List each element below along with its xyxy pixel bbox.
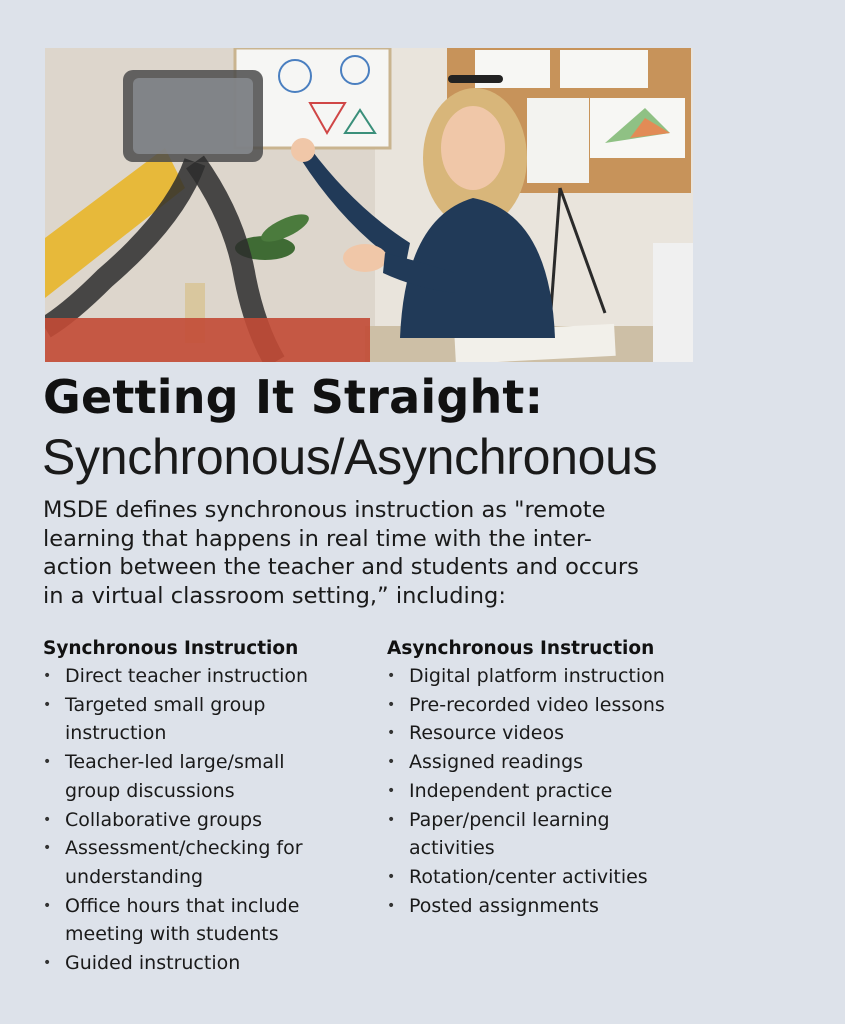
teacher-photo-illustration	[45, 48, 693, 362]
synchronous-list	[43, 662, 363, 978]
list-item: • Direct teacher instruction	[43, 662, 363, 691]
intro-paragraph	[43, 496, 703, 610]
list-item: • Resource videos	[387, 719, 727, 748]
asynchronous-list	[387, 662, 727, 920]
synchronous-column	[43, 636, 363, 978]
synchronous-heading: Synchronous Instruction	[43, 638, 299, 659]
list-item: • Digital platform instruction	[387, 662, 727, 691]
list-item: • Rotation/center activities	[387, 863, 727, 892]
list-item: • Pre-recorded video lessons	[387, 691, 727, 720]
title-bold: Getting It Straight:	[43, 370, 544, 424]
intro-line: in a virtual classroom setting,” including:	[43, 582, 506, 609]
list-item: • Teacher-led large/small group discussions	[43, 748, 363, 805]
title-subtitle: Synchronous/Asynchronous	[42, 429, 658, 485]
intro-line: MSDE defines synchronous instruction as "remote	[43, 497, 606, 523]
intro-line: learning that happens in real time with the inter-	[43, 525, 592, 552]
list-item: • Independent practice	[387, 777, 727, 806]
list-item: • Paper/pencil learning activities	[387, 806, 727, 863]
list-item: • Office hours that include meeting with students	[43, 892, 363, 949]
asynchronous-column	[387, 636, 727, 920]
list-item: • Assigned readings	[387, 748, 727, 777]
list-item: • Guided instruction	[43, 949, 363, 978]
asynchronous-heading: Asynchronous Instruction	[387, 638, 655, 659]
list-item: • Assessment/checking for understanding	[43, 834, 363, 891]
intro-line: action between the teacher and students and occurs	[43, 554, 639, 580]
teacher-photo	[45, 48, 693, 362]
list-item: • Posted assignments	[387, 892, 727, 921]
list-item: • Targeted small group instruction	[43, 691, 363, 748]
list-item: • Collaborative groups	[43, 806, 363, 835]
